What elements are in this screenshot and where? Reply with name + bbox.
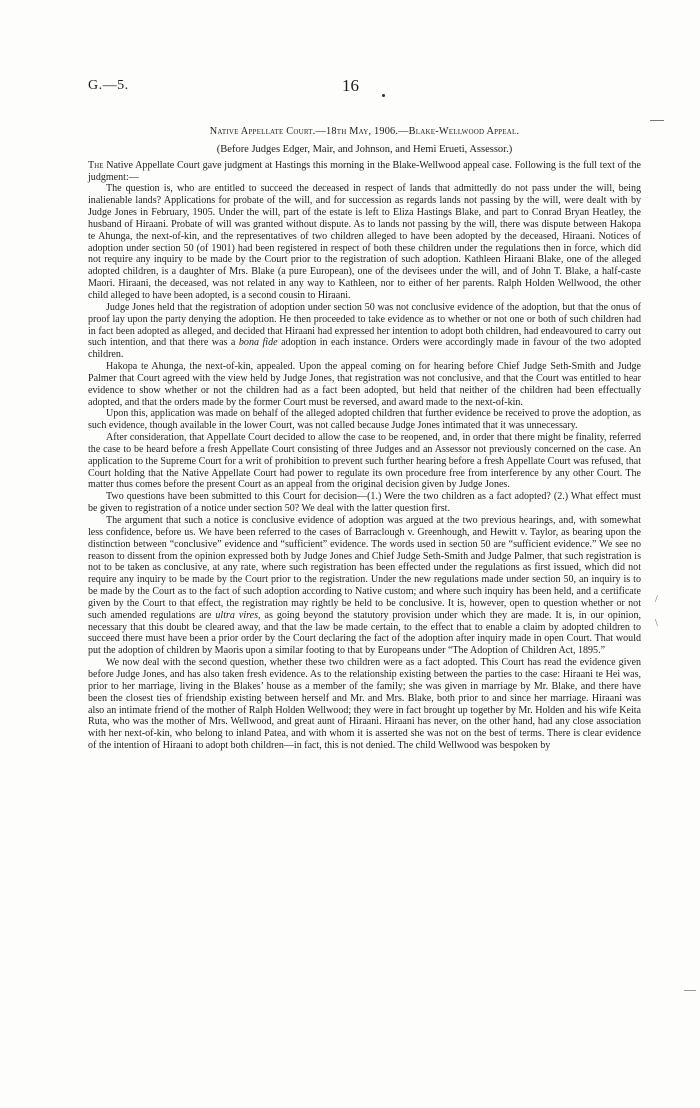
printer-mark (382, 94, 385, 97)
paragraph (88, 515, 641, 657)
paragraph (88, 302, 641, 361)
intro-text: Native Appellate Court gave judgment at Hastings this morning in the Blake-Wellwood appeal case. Following is the full text of the judgment:— (88, 159, 641, 183)
article-heading: Native Appellate Court.—18th May, 1906.—Blake-Wellwood Appeal. (209, 126, 520, 137)
latin-phrase: ultra vires (215, 609, 259, 621)
latin-phrase: bona fide (238, 337, 278, 349)
paragraph-text: , as going beyond the statutory provision under which they are made. It is, in our opinion, necessary that this doubt be cleared away, and that the law be made certain, to the effect that to enable a claim by adopted children to succeed there must have been a prior order by the Court declaring the fact of the adoption after inquiry made in open Court. That would put the adoption of children by Maoris upon a similar footing to that by Europeans under “The Adoption of Children Act, 1895.” (88, 609, 641, 657)
margin-mark (684, 990, 696, 991)
paragraph-text: adoption in each instance. Orders were accordingly made in favour of the two adopted children. (88, 337, 642, 361)
paragraph: Upon this, application was made on behalf of the alleged adopted children that further evidence be received to prove the adoption, as such evidence, though available in the lower Court, was not called because Judge Jones intimated that it was unnecessary. (88, 408, 641, 432)
paragraph: Two questions have been submitted to this Court for decision—(1.) Were the two children as a fact adopted? (2.) What effect must be given to registration of a notice under section 50? We deal with the latter question first. (88, 491, 641, 515)
article-body (88, 126, 641, 752)
margin-mark: \ (655, 618, 658, 629)
paragraph-intro (88, 160, 641, 184)
paragraph-text: The argument that such a notice is conclusive evidence of adoption was argued at the two previous hearings, and, with somewhat less confidence, before us. We have been referred to the cases of Barraclough v. Greenhough, and Hewitt v. Taylor, as bearing upon the distinction between “conclusive” evidence and “sufficient” evidence. The words used in section 50 are “sufficient evidence.” We see no reason to dissent from the opinion expressed both by Judge Jones and Chief Judge Seth-Smith and Judge Palmer, that such registration is not to be taken as conclusive, at any rate, where such registration has been effected under the regulations as first issued, which did not require any inquiry to be made by the Court prior to the registration. Under the new regulations made under section 50, an inquiry is to be made by the Court as to the fact of such adoption according to Native custom; and where such inquiry has been held, and a certificate given by the Court to that effect, the registration may rightly be held to be conclusive. It is, however, open to question whether or not such amended regulations are (88, 515, 641, 621)
lead-word: The (88, 159, 104, 171)
article-subheading: (Before Judges Edger, Mair, and Johnson, and Hemi Erueti, Assessor.) (216, 143, 513, 155)
page-reference: G.—5. (88, 78, 129, 93)
paragraph: After consideration, that Appellate Court decided to allow the case to be reopened, and, in order that there might be finality, referred the case to be heard before a fresh Appellate Court consisting of three Judges and an Assessor not previously concerned on the case. An application to the Supreme Court for a writ of prohibition to prevent such further hearing before a fresh Appellate Court was refused, that Court holding that the Native Appellate Court had power to regulate its own procedure free from interference by any other Court. The matter thus comes before the present Court as an appeal from the original decision given by Judge Jones. (88, 432, 641, 491)
paragraph-text: Judge Jones held that the registration of adoption under section 50 was not conclusive evidence of the adoption, but that the onus of proof lay upon the party denying the adoption. He then proceeded to take evidence as to whether or not one or both of such children had in fact been adopted as alleged, and decided that Hiraani had expressed her intention to adopt both children, had endeavoured to carry out such intention, and that there was a (88, 301, 641, 349)
paragraph: We now deal with the second question, whether these two children were as a fact adopted. This Court has read the evidence given before Judge Jones, and has also taken fresh evidence. As to the relationship existing between the parties to the case: Hiraani te Hei was, prior to her marriage, living in the Blakes’ house as a member of the family; she was given in marriage by Mr. Blake, and there have been the closest ties of friendship existing between herself and Mr. and Mrs. Blake, both prior to and since her marriage. Hiraani was also an intimate friend of the mother of Ralph Holden Wellwood; they were in fact brought up together by Mr. Holden and his wife Keita Ruta, who was the mother of Mrs. Wellwood, and great aunt of Hiraani. Hiraani has never, on the other hand, had any close association with her next-of-kin, who belong to inland Patea, and with whom it is asserted she was not on the best of terms. There is clear evidence of the intention of Hiraani to adopt both children—in fact, this is not denied. The child Wellwood was bespoken by (88, 657, 641, 752)
page-number: 16 (342, 76, 359, 95)
paragraph: The question is, who are entitled to succeed the deceased in respect of lands that admittedly do not pass under the will, being inalienable lands? Applications for probate of the will, and for succession as regards lands not passing by the will, were dealt with by Judge Jones in February, 1905. Under the will, part of the estate is left to Eliza Hastings Blake, and part to Conrad Bryan Heatley, the husband of Hiraani. Probate of will was granted without dispute. As to lands not passing by the will, there was dispute between Hakopa te Ahunga, the next-of-kin, and the representatives of two children alleged to have been adopted by the deceased, Hiraani. Notices of adoption under section 50 (of 1901) had been registered in respect of both these children under the regulations then in force, which did not require any inquiry to be made by the Court prior to the registration of such adoption. Kathleen Hiraani Blake, one of the alleged adopted children, is a daughter of Mrs. Blake (a pure European), one of the devisees under the will, and of John T. Blake, a half-caste Maori. Hiraani, the deceased, was not related in any way to Kathleen, nor to either of her parents. Ralph Holden Wellwood, the other child alleged to have been adopted, is a second cousin to Hiraani. (88, 183, 641, 301)
margin-mark: / (655, 594, 658, 605)
margin-mark (650, 120, 664, 121)
paragraph: Hakopa te Ahunga, the next-of-kin, appealed. Upon the appeal coming on for hearing before Chief Judge Seth-Smith and Judge Palmer that Court agreed with the view held by Judge Jones, that registration was not conclusive, and that the Court was entitled to hear evidence to show whether or not the children had as a fact been adopted, but held that neither of the children had been effectually adopted, and that the orders made by the former Court must be reversed, and award made to the next-of-kin. (88, 361, 641, 408)
